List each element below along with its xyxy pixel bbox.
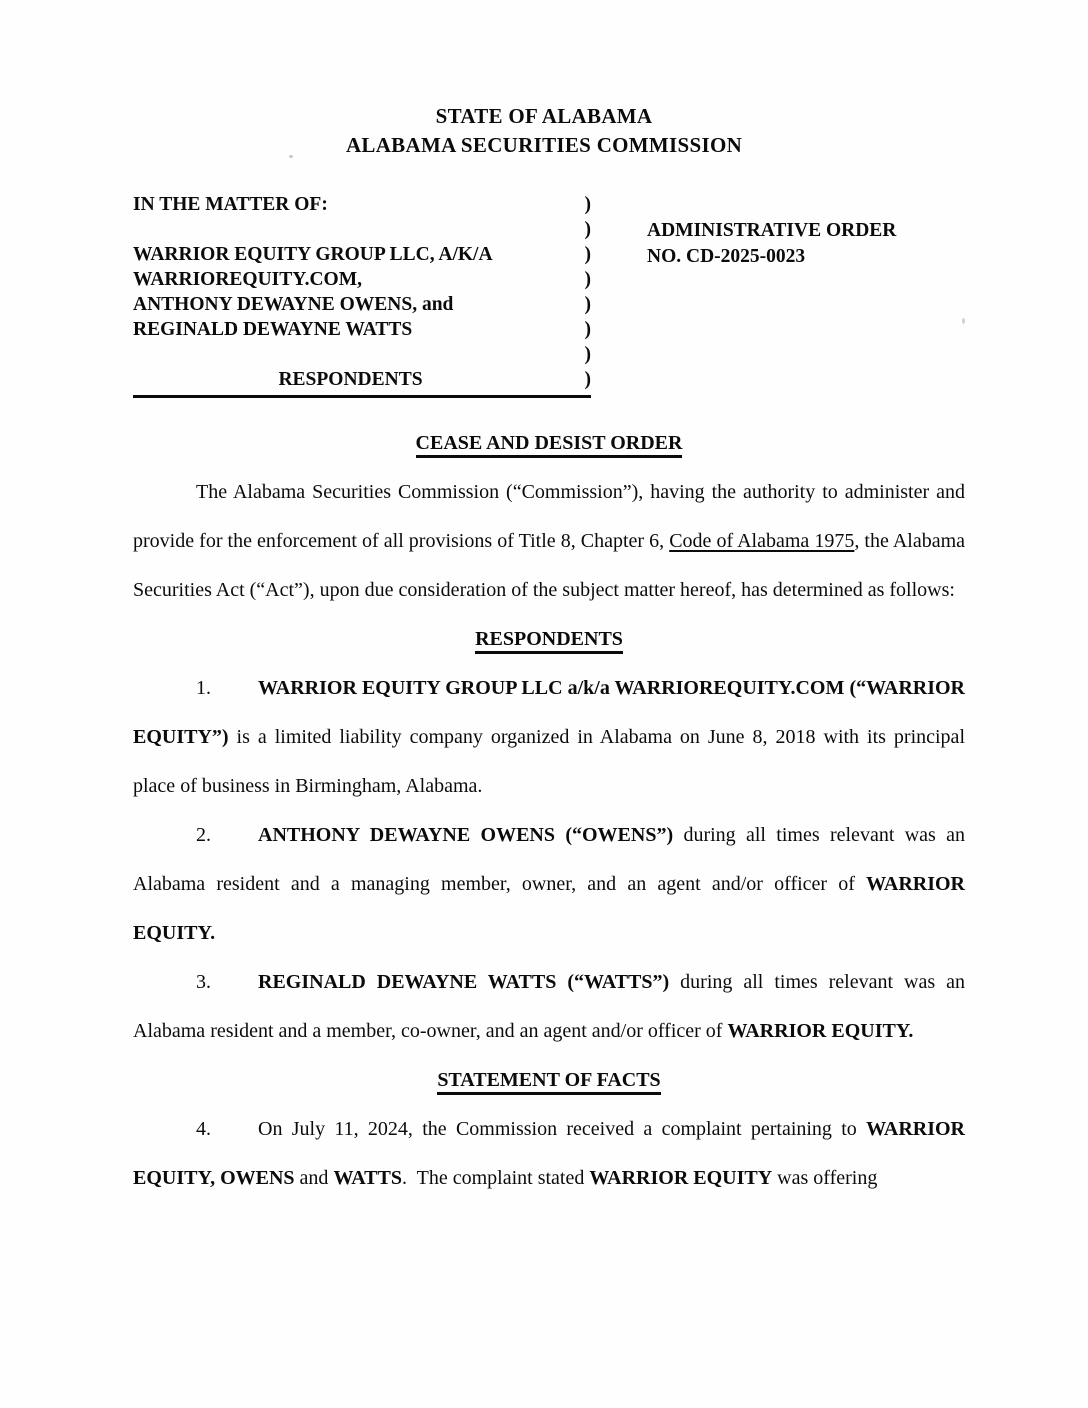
paragraph-1 bbox=[133, 664, 965, 811]
paren-glyph: ) bbox=[584, 369, 591, 390]
order-title bbox=[133, 419, 965, 468]
paren-glyph: ) bbox=[584, 319, 591, 340]
paragraph-segment: during all times relevant was an Alabama resident and a member, co-owner, and an agent and/or officer of bbox=[133, 971, 965, 1042]
administrative-order-label: ADMINISTRATIVE ORDER bbox=[647, 220, 897, 241]
caption-party: REGINALD DEWAYNE WATTS bbox=[133, 319, 413, 340]
order-number: NO. CD-2025-0023 bbox=[647, 246, 806, 267]
paren-glyph: ) bbox=[584, 344, 591, 365]
paragraph-segment: . The complaint stated bbox=[401, 1167, 590, 1189]
document-body bbox=[133, 419, 965, 1203]
paragraph-segment: is a limited liability company organized in Alabama on June 8, 2018 with its principal place of business in Birmingham, Alabama. bbox=[133, 726, 965, 797]
paragraph-number: 1. bbox=[196, 677, 211, 699]
caption-party: ANTHONY DEWAYNE OWENS, and bbox=[133, 294, 454, 315]
paragraph-segment: WATTS bbox=[333, 1167, 402, 1189]
paren-glyph: ) bbox=[584, 244, 591, 265]
intro-paragraph bbox=[133, 468, 965, 615]
paragraph-number: 3. bbox=[196, 971, 211, 993]
header-commission-line: ALABAMA SECURITIES COMMISSION bbox=[345, 133, 743, 157]
paragraph-segment: during all times relevant was an Alabama resident and a managing member, owner, and an agent and/or officer of bbox=[133, 824, 966, 895]
paren-glyph: ) bbox=[584, 194, 591, 215]
scan-artifact bbox=[962, 318, 965, 324]
order-title-text: CEASE AND DESIST ORDER bbox=[416, 432, 683, 458]
caption-blank-row bbox=[133, 217, 568, 242]
paragraph-segment: , the Alabama Securities Act (“Act”), upon due consideration of the subject matter hereof, has determined as follows: bbox=[133, 530, 966, 601]
paragraph-segment: WARRIOR EQUITY, OWENS bbox=[133, 1118, 965, 1189]
paren-glyph: ) bbox=[584, 269, 591, 290]
caption-blank-row bbox=[133, 342, 568, 367]
caption-main bbox=[133, 192, 591, 398]
paragraph-segment: was offering bbox=[772, 1167, 878, 1189]
paragraph-segment: WARRIOR EQUITY bbox=[589, 1167, 773, 1189]
paren-glyph: ) bbox=[584, 219, 591, 240]
respondents-heading-text: RESPONDENTS bbox=[475, 628, 623, 654]
paren-glyph: ) bbox=[584, 294, 591, 315]
paragraph-4 bbox=[133, 1105, 965, 1203]
paragraph-number: 2. bbox=[196, 824, 211, 846]
caption-party: WARRIOREQUITY.COM, bbox=[133, 269, 362, 290]
paragraph-segment: and bbox=[294, 1167, 334, 1189]
caption-paren-column bbox=[577, 192, 591, 392]
code-citation: Code of Alabama 1975 bbox=[669, 530, 855, 552]
paragraph-2 bbox=[133, 811, 965, 958]
paragraph-segment: WARRIOR EQUITY. bbox=[133, 873, 965, 944]
paragraph-segment: ANTHONY DEWAYNE OWENS (“OWENS”) bbox=[258, 824, 674, 846]
document-header bbox=[0, 0, 1088, 160]
statement-of-facts-heading-text: STATEMENT OF FACTS bbox=[437, 1069, 660, 1095]
scan-artifact bbox=[289, 155, 293, 158]
caption-intro: IN THE MATTER OF: bbox=[133, 194, 328, 215]
paragraph-segment: On July 11, 2024, the Commission received a complaint pertaining to bbox=[258, 1118, 867, 1140]
paragraph-segment: WARRIOR EQUITY. bbox=[727, 1020, 914, 1042]
respondents-label: RESPONDENTS bbox=[278, 369, 423, 390]
header-state-line: STATE OF ALABAMA bbox=[435, 104, 653, 128]
paragraph-segment: REGINALD DEWAYNE WATTS (“WATTS”) bbox=[258, 971, 670, 993]
paragraph-segment: WARRIOR EQUITY GROUP LLC a/k/a WARRIOREQUITY.COM (“WARRIOR EQUITY”) bbox=[133, 677, 965, 748]
respondents-heading bbox=[133, 615, 965, 664]
caption-party: WARRIOR EQUITY GROUP LLC, A/K/A bbox=[133, 244, 493, 265]
case-caption bbox=[133, 192, 965, 398]
paragraph-segment: The Alabama Securities Commission (“Commission”), having the authority to administer and provide for the enforcement of all provisions of Title 8, Chapter 6, bbox=[133, 481, 965, 552]
paragraph-number: 4. bbox=[196, 1118, 211, 1140]
caption-right-column bbox=[647, 192, 896, 398]
caption-left-column bbox=[133, 192, 568, 392]
statement-of-facts-heading bbox=[133, 1056, 965, 1105]
paragraph-3 bbox=[133, 958, 965, 1056]
